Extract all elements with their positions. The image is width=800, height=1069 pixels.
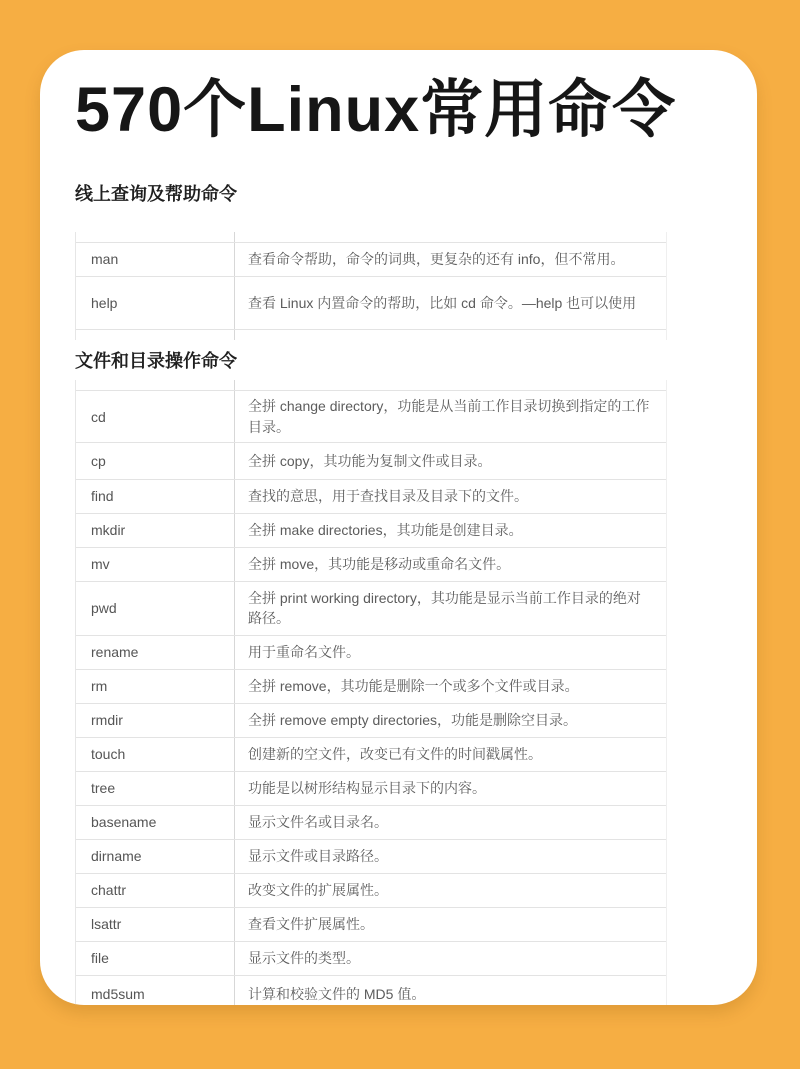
page-title: 570个Linux常用命令 (75, 75, 677, 145)
description-cell: 查看 Linux 内置命令的帮助，比如 cd 命令。—help 也可以使用 (234, 277, 666, 329)
command-cell: man (91, 251, 119, 268)
description-cell: 显示文件名或目录名。 (234, 806, 666, 839)
table-row (76, 479, 666, 513)
table-row (76, 737, 666, 771)
command-cell: help (91, 294, 118, 311)
command-cell: find (91, 488, 114, 505)
table-online-help-commands (75, 232, 667, 340)
table-row (76, 276, 666, 329)
description-cell (234, 232, 666, 242)
command-cell (76, 330, 234, 340)
table-row (76, 703, 666, 737)
description-cell: 用于重命名文件。 (234, 636, 666, 669)
table-row (76, 513, 666, 547)
command-cell: mv (91, 556, 110, 573)
description-cell: 全拼 copy，其功能为复制文件或目录。 (234, 443, 666, 479)
command-cell: dirname (91, 848, 142, 865)
table-cropped-top-row (76, 232, 666, 242)
description-cell: 显示文件的类型。 (234, 942, 666, 975)
description-cell: 改变文件的扩展属性。 (234, 874, 666, 907)
table-row (76, 941, 666, 975)
table-cropped-bottom-row (76, 329, 666, 340)
description-cell: 查找的意思，用于查找目录及目录下的文件。 (234, 480, 666, 513)
table-row (76, 242, 666, 276)
description-cell: 全拼 make directories，其功能是创建目录。 (234, 514, 666, 547)
description-cell: 查看命令帮助，命令的词典，更复杂的还有 info，但不常用。 (234, 243, 666, 276)
command-cell: rm (91, 678, 108, 695)
description-cell: 全拼 remove empty directories，功能是删除空目录。 (234, 704, 666, 737)
table-cropped-top-row (76, 380, 666, 390)
table-row (76, 635, 666, 669)
table-row (76, 547, 666, 581)
command-cell: mkdir (91, 522, 126, 539)
content-card (40, 50, 757, 1005)
command-cell: cp (91, 452, 106, 469)
description-cell: 创建新的空文件，改变已有文件的时间戳属性。 (234, 738, 666, 771)
table-row (76, 839, 666, 873)
description-cell (234, 380, 666, 390)
command-cell: file (91, 950, 109, 967)
command-cell (76, 232, 234, 242)
command-cell: lsattr (91, 916, 122, 933)
command-cell: tree (91, 780, 116, 797)
description-cell (234, 330, 666, 340)
command-cell: touch (91, 746, 126, 763)
table-row (76, 975, 666, 1005)
description-cell: 全拼 move，其功能是移动或重命名文件。 (234, 548, 666, 581)
table-row (76, 442, 666, 479)
description-cell: 显示文件或目录路径。 (234, 840, 666, 873)
table-row (76, 581, 666, 635)
command-cell: rmdir (91, 712, 123, 729)
description-cell: 计算和校验文件的 MD5 值。 (234, 976, 666, 1005)
command-cell: pwd (91, 600, 117, 617)
table-row (76, 873, 666, 907)
table-row (76, 390, 666, 442)
section-heading-file-dir-ops: 文件和目录操作命令 (75, 350, 237, 371)
command-cell: chattr (91, 882, 127, 899)
table-row (76, 805, 666, 839)
table-row (76, 669, 666, 703)
description-cell: 全拼 print working directory，其功能是显示当前工作目录的绝对路径。 (234, 582, 666, 635)
command-cell: rename (91, 644, 139, 661)
table-row (76, 771, 666, 805)
table-file-dir-commands (75, 380, 667, 1005)
command-cell (76, 380, 234, 390)
command-cell: cd (91, 408, 106, 425)
command-cell: md5sum (91, 985, 145, 1002)
description-cell: 查看文件扩展属性。 (234, 908, 666, 941)
command-cell: basename (91, 814, 157, 831)
table-row (76, 907, 666, 941)
description-cell: 功能是以树形结构显示目录下的内容。 (234, 772, 666, 805)
description-cell: 全拼 remove，其功能是删除一个或多个文件或目录。 (234, 670, 666, 703)
description-cell: 全拼 change directory，功能是从当前工作目录切换到指定的工作目录。 (234, 391, 666, 442)
section-heading-online-help: 线上查询及帮助命令 (75, 184, 237, 205)
